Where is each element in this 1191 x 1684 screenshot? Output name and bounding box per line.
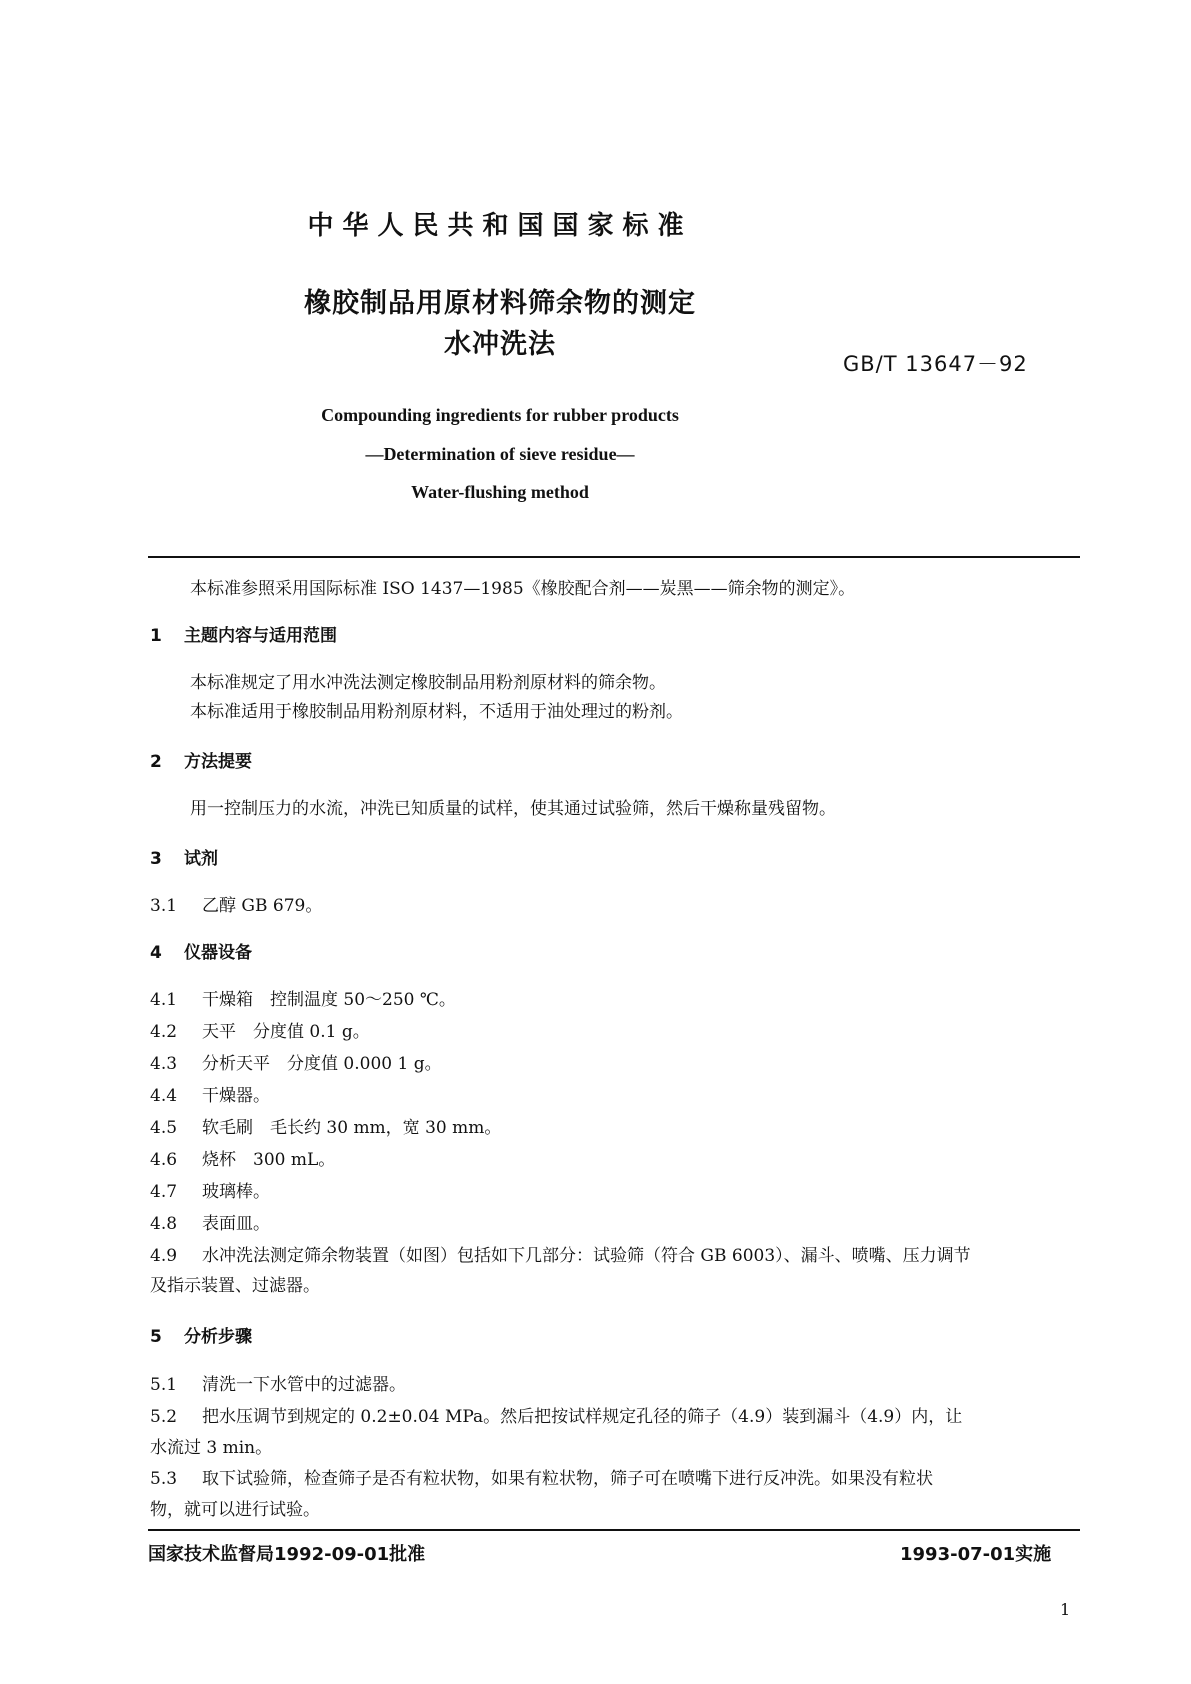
footer-approved: 国家技术监督局1992-09-01批准	[148, 1544, 426, 1565]
item-4-8	[150, 1214, 270, 1234]
item-4-3-number: 4.3	[150, 1054, 178, 1074]
item-5-2-text-line2: 水流过 3 min。	[150, 1438, 273, 1458]
standard-code: GB/T 13647－92	[843, 352, 1028, 376]
item-4-9-text-line1: 水冲洗法测定筛余物装置（如图）包括如下几部分：试验筛（符合 GB 6003）、漏斗、喷嘴、压力调节	[202, 1246, 971, 1266]
section-3-title: 试剂	[184, 849, 218, 869]
item-4-5-text: 软毛刷 毛长约 30 mm，宽 30 mm。	[202, 1118, 502, 1138]
item-3-1-text: 乙醇 GB 679。	[202, 896, 323, 916]
item-4-2-number: 4.2	[150, 1022, 178, 1042]
title-en-line2: —Determination of sieve residue—	[365, 444, 635, 464]
item-4-4-text: 干燥器。	[202, 1086, 270, 1106]
section-4-number: 4	[150, 943, 162, 963]
item-4-5	[150, 1118, 501, 1138]
item-4-4-number: 4.4	[150, 1086, 178, 1106]
item-4-9	[150, 1246, 971, 1266]
section-4-title: 仪器设备	[184, 943, 252, 963]
item-4-1-number: 4.1	[150, 990, 178, 1010]
section-3-heading	[150, 849, 218, 869]
item-4-6-number: 4.6	[150, 1150, 178, 1170]
section-5-number: 5	[150, 1327, 162, 1347]
section-1-para-1: 本标准规定了用水冲洗法测定橡胶制品用粉剂原材料的筛余物。	[190, 673, 666, 693]
title-en-line1: Compounding ingredients for rubber products	[321, 405, 679, 425]
item-4-2-text: 天平 分度值 0.1 g。	[202, 1022, 370, 1042]
item-5-1	[150, 1375, 406, 1395]
section-2-para-1: 用一控制压力的水流，冲洗已知质量的试样，使其通过试验筛，然后干燥称量残留物。	[190, 799, 836, 819]
item-3-1-number: 3.1	[150, 896, 178, 916]
item-5-2	[150, 1407, 962, 1427]
item-5-3-text-line1: 取下试验筛，检查筛子是否有粒状物，如果有粒状物，筛子可在喷嘴下进行反冲洗。如果没有粒状	[202, 1469, 933, 1489]
item-4-3-text: 分析天平 分度值 0.000 1 g。	[202, 1054, 442, 1074]
item-5-1-number: 5.1	[150, 1375, 178, 1395]
section-1-heading	[150, 626, 337, 646]
section-1-number: 1	[150, 626, 162, 646]
item-5-3-text-line2: 物，就可以进行试验。	[150, 1500, 320, 1520]
section-1-para-2: 本标准适用于橡胶制品用粉剂原材料，不适用于油处理过的粉剂。	[190, 702, 683, 722]
item-4-7-text: 玻璃棒。	[202, 1182, 270, 1202]
item-4-8-number: 4.8	[150, 1214, 178, 1234]
header-divider	[148, 556, 1080, 558]
item-5-2-text-line1: 把水压调节到规定的 0.2±0.04 MPa。然后把按试样规定孔径的筛子（4.9）装到漏斗（4.9）内，让	[202, 1407, 963, 1427]
item-4-4	[150, 1086, 270, 1106]
item-5-3-number: 5.3	[150, 1469, 178, 1489]
title-zh-line1: 橡胶制品用原材料筛余物的测定	[304, 288, 696, 319]
item-4-1	[150, 990, 456, 1010]
item-4-9-text-line2: 及指示装置、过滤器。	[150, 1276, 320, 1296]
footer-effective: 1993-07-01实施	[900, 1544, 1052, 1565]
section-2-heading	[150, 752, 252, 772]
item-5-1-text: 清洗一下水管中的过滤器。	[202, 1375, 406, 1395]
page-number: 1	[1060, 1600, 1071, 1619]
item-4-2	[150, 1022, 370, 1042]
section-3-number: 3	[150, 849, 162, 869]
item-4-7	[150, 1182, 270, 1202]
title-en-line3: Water-flushing method	[411, 482, 589, 502]
item-5-2-number: 5.2	[150, 1407, 178, 1427]
item-5-3	[150, 1469, 933, 1489]
title-zh-line2: 水冲洗法	[444, 329, 556, 360]
item-4-6	[150, 1150, 335, 1170]
intro-paragraph: 本标准参照采用国际标准 ISO 1437—1985《橡胶配合剂——炭黑——筛余物的测定》。	[190, 579, 856, 599]
footer-divider	[148, 1529, 1080, 1531]
section-4-heading	[150, 943, 252, 963]
item-4-6-text: 烧杯 300 mL。	[202, 1150, 336, 1170]
item-4-9-number: 4.9	[150, 1246, 178, 1266]
section-1-title: 主题内容与适用范围	[184, 626, 337, 646]
item-4-7-number: 4.7	[150, 1182, 178, 1202]
item-3-1	[150, 896, 322, 916]
nation-title: 中华人民共和国国家标准	[307, 211, 693, 241]
section-5-title: 分析步骤	[184, 1327, 252, 1347]
section-2-title: 方法提要	[184, 752, 252, 772]
item-4-5-number: 4.5	[150, 1118, 178, 1138]
section-2-number: 2	[150, 752, 162, 772]
item-4-8-text: 表面皿。	[202, 1214, 270, 1234]
item-4-3	[150, 1054, 442, 1074]
item-4-1-text: 干燥箱 控制温度 50～250 ℃。	[202, 990, 456, 1010]
section-5-heading	[150, 1327, 252, 1347]
